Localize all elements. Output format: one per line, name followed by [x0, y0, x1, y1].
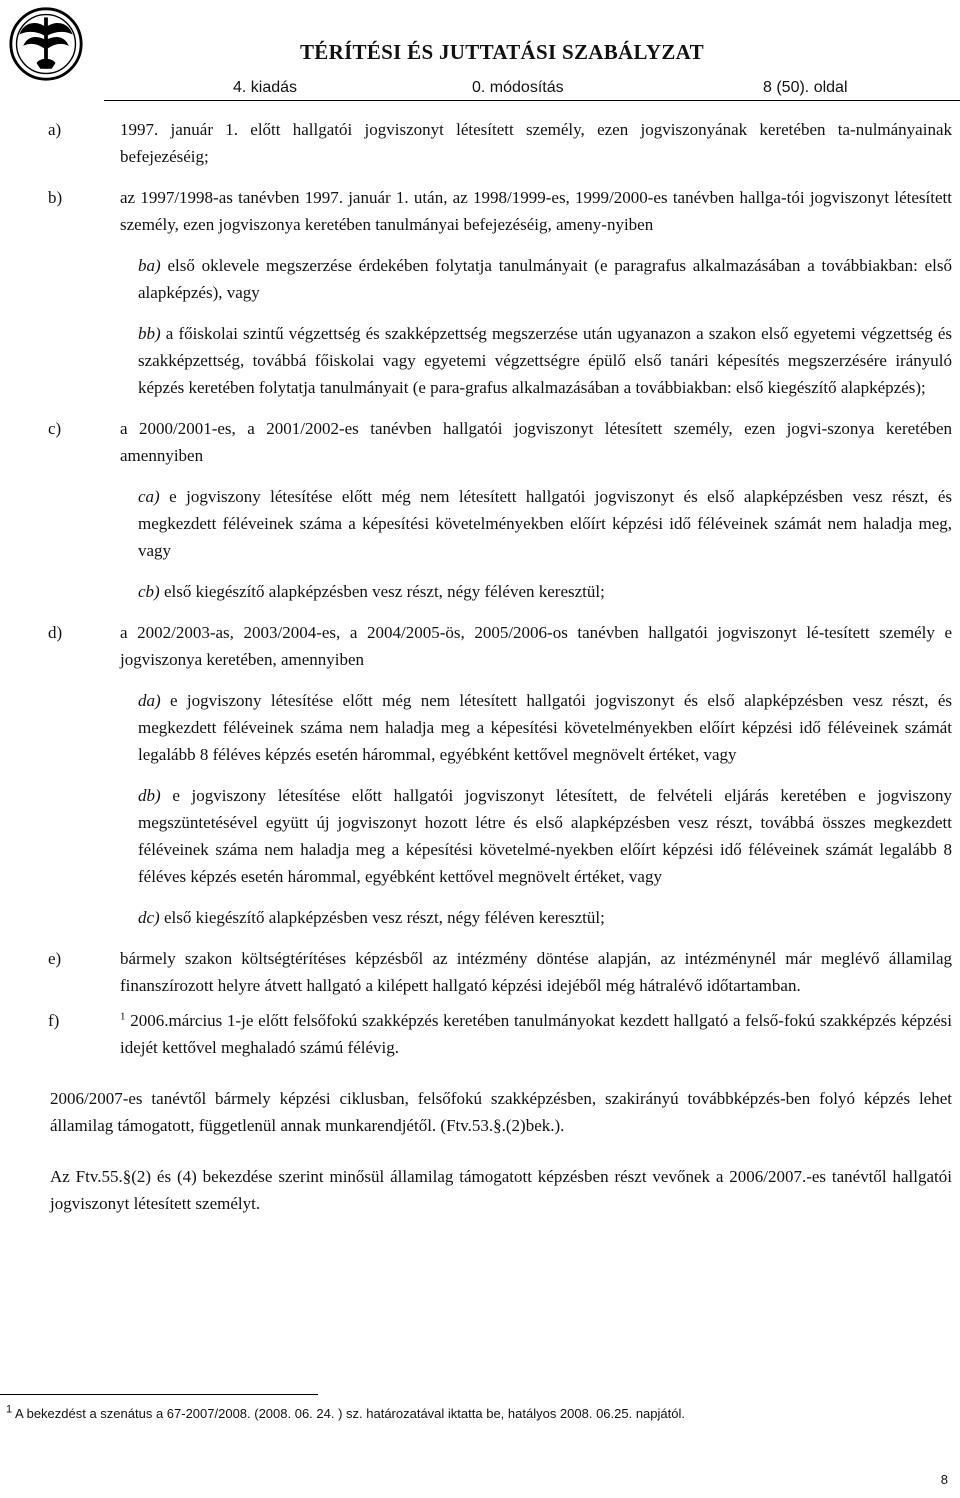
paragraph-text: Az Ftv.55.§(2) és (4) bekezdése szerint minősül államilag támogatott képzésben részt vevőnek a 2006/2007.-es tanévtől hallgatói jogviszonyt létesített személyt.: [50, 1167, 952, 1213]
paragraph-2: [12, 1085, 952, 1139]
document-title: TÉRÍTÉSI ÉS JUTTATÁSI SZABÁLYZAT: [300, 40, 704, 64]
item-label: da): [138, 691, 161, 710]
footnote-divider: [0, 1394, 318, 1395]
institution-logo-icon: [8, 6, 84, 82]
page-label: 8 (50). oldal: [763, 79, 848, 96]
list-item-dc: [138, 904, 952, 931]
item-label: ba): [138, 256, 161, 275]
item-text: bármely szakon költségtérítéses képzésből az intézmény döntése alapján, az intézménynél már meglévő államilag finanszírozott helyre átvett hallgató a kilépett hallgató képzési idejéből még hátralévő időtartamban.: [120, 949, 952, 995]
item-text: e jogviszony létesítése előtt még nem létesített hallgatói jogviszonyt és első alapképzésben vesz részt, és megkezdett féléveinek száma a képesítési követelményekben előírt képzési idő féléveinek számát nem haladja meg, vagy: [138, 487, 952, 560]
item-text: e jogviszony létesítése előtt még nem létesített hallgatói jogviszonyt és első alapképzésben vesz részt, és megkezdett féléveinek száma nem haladja meg a képesítési követelményekben előírt képzési idő féléveinek számát legalább 8 féléves képzés esetén hárommal, egyébként kettővel megnövelt értéket, vagy: [138, 691, 952, 764]
item-text: 2006.március 1-je előtt felsőfokú szakképzés keretében tanulmányokat kezdett hallgató a felső-fokú szakképzés képzési idejét kettővel meghaladó számú félévig.: [120, 1011, 952, 1057]
paragraph-text: 2006/2007-es tanévtől bármely képzési ciklusban, felsőfokú szakképzésben, szakirányú továbbképzés-ben folyó képzés lehet államilag támogatott, függetlenül annak munkarendjétől. (Ftv.53.§.(2)bek.).: [50, 1089, 952, 1135]
page-number: 8: [940, 1472, 948, 1487]
item-text: a főiskolai szintű végzettség és szakképzettség megszerzése után ugyanazon a szakon első egyetemi végzettség és szakképzettség, továbbá főiskolai vagy egyetemi végzettségre épülő első tanári képesítés megszerzésére irányuló képzés keretében folytatja tanulmányait (e para-grafus alkalmazásában a továbbiakban: első kiegészítő alapképzés);: [138, 324, 952, 397]
footnote-ref[interactable]: 1: [120, 1010, 126, 1023]
item-label: f): [48, 1011, 60, 1030]
item-text: a 2000/2001-es, a 2001/2002-es tanévben hallgatói jogviszonyt létesített személy, ezen jogvi-szonya keretében amennyiben: [120, 419, 952, 465]
paragraph-3: [12, 1163, 952, 1217]
item-label: a): [48, 120, 62, 139]
list-item-e: [48, 945, 952, 999]
item-text: 1997. január 1. előtt hallgatói jogviszonyt létesített személy, ezen jogviszonyának keretében ta-nulmányainak befejezéséig;: [120, 120, 952, 166]
list-item-cb: [138, 578, 952, 605]
document-body: [0, 116, 960, 1217]
list-item-ba: [138, 252, 952, 306]
list-item-c: [48, 415, 952, 469]
item-text: a 2002/2003-as, 2003/2004-es, a 2004/2005-ös, 2005/2006-os tanévben hallgatói jogviszonyt lé-tesített személy e jogviszonya keretében, amennyiben: [120, 623, 952, 669]
list-item-ca: [138, 483, 952, 564]
item-text: első kiegészítő alapképzésben vesz részt, négy féléven keresztül;: [159, 582, 605, 601]
item-text: első kiegészítő alapképzésben vesz részt, négy féléven keresztül;: [159, 908, 605, 927]
item-text: első oklevele megszerzése érdekében folytatja tanulmányait (e paragrafus alkalmazásában a továbbiakban: első alapképzés), vagy: [138, 256, 952, 302]
item-label: cb): [138, 582, 160, 601]
item-label: e): [48, 949, 62, 968]
item-label: c): [48, 419, 62, 438]
header-divider: [104, 100, 960, 101]
item-label: dc): [138, 908, 160, 927]
list-item-bb: [138, 320, 952, 401]
list-item-f: [48, 1007, 952, 1061]
item-text: e jogviszony létesítése előtt hallgatói jogviszonyt létesített, de felvételi eljárás keretében e jogviszony megszüntetésével együtt új jogviszonyt hozott létre és első alapképzésben vesz részt, továbbá összes megkezdett féléveinek száma nem haladja meg a képesítési követelmé-nyekben előírt képzési idő féléveinek számát legalább 8 féléves képzés esetén hárommal, egyébként kettővel megnövelt értéket, vagy: [138, 786, 952, 886]
list-item-b: [48, 184, 952, 238]
list-item-da: [138, 687, 952, 768]
list-item-a: [48, 116, 952, 170]
footnote-text: A bekezdést a szenátus a 67-2007/2008. (2008. 06. 24. ) sz. határozatával iktatta be, hatályos 2008. 06.25. napjától.: [12, 1406, 685, 1421]
footnote: [6, 1403, 685, 1421]
item-label: d): [48, 623, 63, 642]
item-label: db): [138, 786, 161, 805]
item-label: bb): [138, 324, 161, 343]
list-item-d: [48, 619, 952, 673]
page-header: [0, 0, 960, 100]
item-label: b): [48, 188, 63, 207]
edition-label: 4. kiadás: [233, 79, 298, 96]
item-label: ca): [138, 487, 160, 506]
modification-label: 0. módosítás: [472, 79, 564, 96]
item-text: az 1997/1998-as tanévben 1997. január 1. után, az 1998/1999-es, 1999/2000-es tanévben hallga-tói jogviszonyt létesített személy, ezen jogviszonya keretében tanulmányai befejezéséig, ameny-nyiben: [120, 188, 952, 234]
footnote-marker: 1: [6, 1403, 13, 1416]
list-item-db: [138, 782, 952, 890]
